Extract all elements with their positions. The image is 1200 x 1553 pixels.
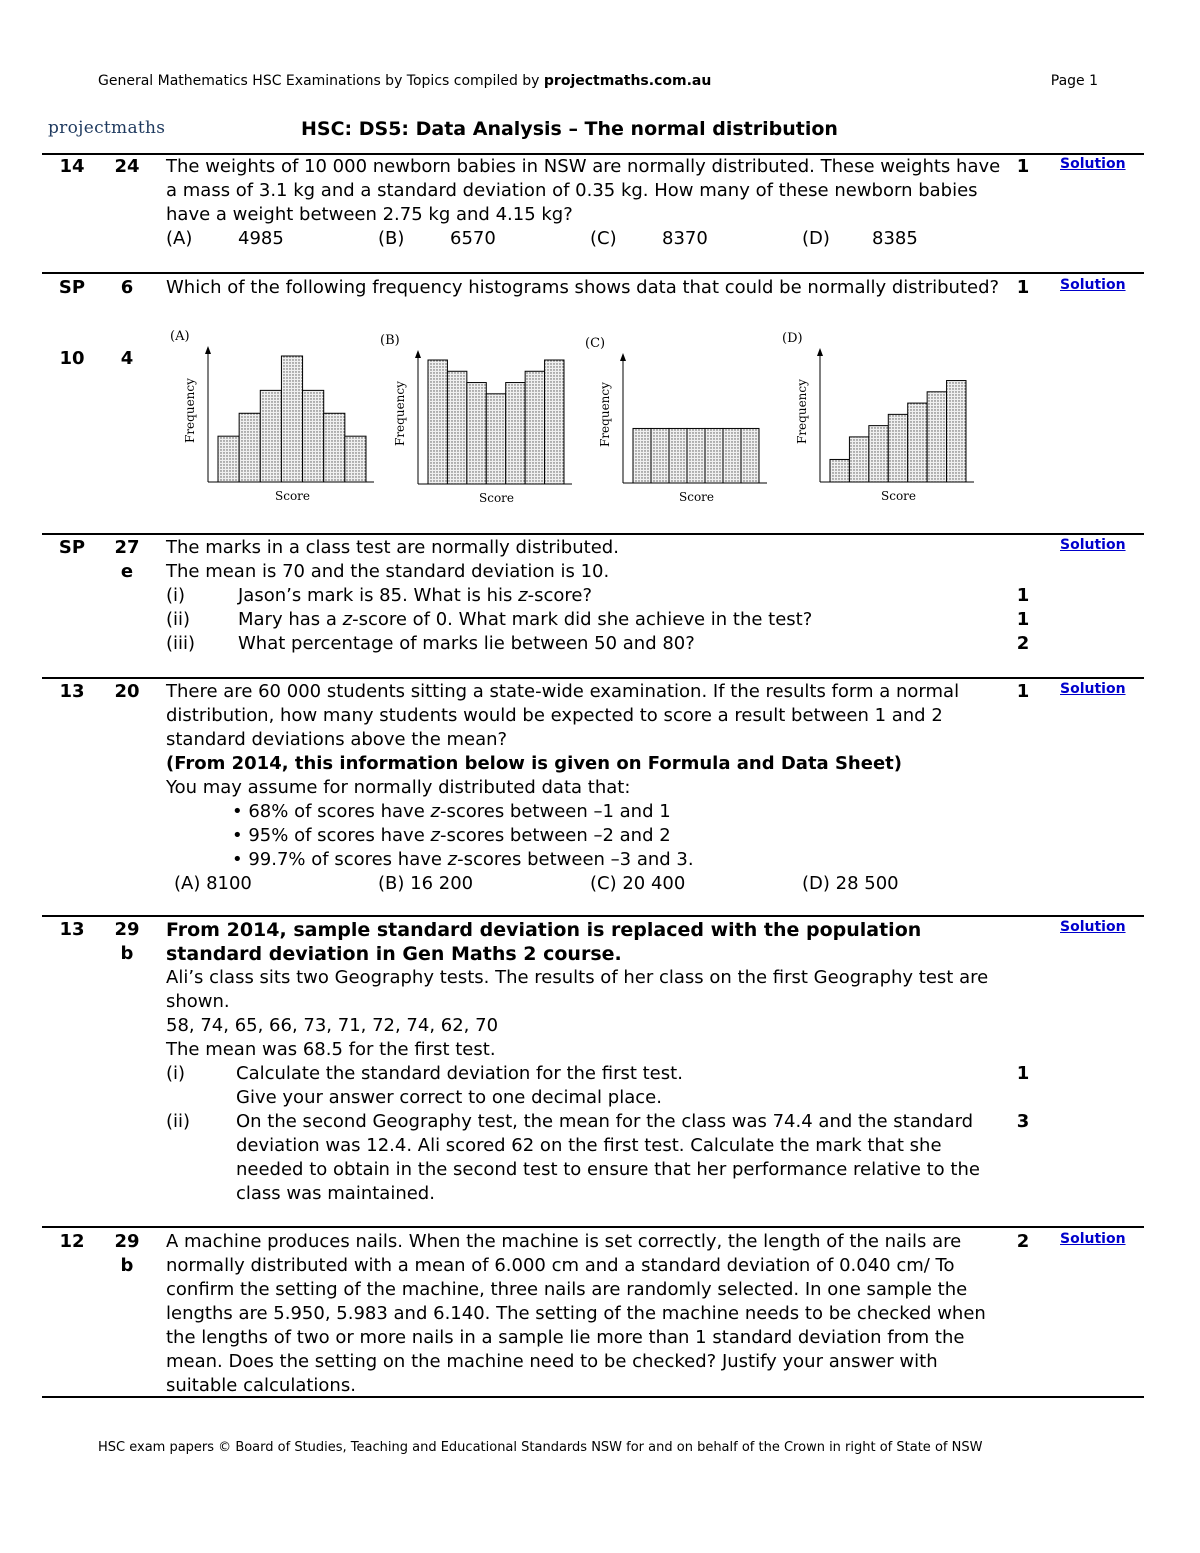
question-number: 29: [114, 1231, 140, 1252]
divider: [42, 915, 1144, 917]
panel-label: (C): [585, 336, 606, 351]
question-body: [166, 536, 1006, 656]
histogram-bar: [830, 459, 849, 482]
histogram-bar: [428, 360, 447, 484]
projectmaths-logo: projectmaths: [48, 118, 166, 138]
solution-link[interactable]: Solution: [1060, 1231, 1126, 1247]
question-year-2: 10: [59, 348, 85, 369]
question-part: e: [120, 561, 134, 582]
histogram-bar: [447, 371, 466, 484]
histogram-bar: [324, 413, 345, 482]
bullet-99-7: • 99.7% of scores have z-scores between –3 and 3.: [232, 849, 694, 870]
x-axis-label: Score: [679, 490, 715, 504]
marks-ii: 3: [1016, 1111, 1030, 1132]
option-a-value: 4985: [238, 228, 284, 249]
question-number: 24: [114, 156, 140, 177]
y-axis-arrow: [415, 350, 421, 358]
panel-label: (D): [782, 331, 803, 346]
y-axis-arrow: [205, 346, 211, 354]
divider: [42, 1396, 1144, 1398]
question-body: [166, 680, 1006, 896]
divider: [42, 677, 1144, 679]
solution-link[interactable]: Solution: [1060, 156, 1126, 172]
panel-label: (B): [380, 333, 400, 348]
page-number: Page 1: [1050, 73, 1098, 89]
histogram-bar: [345, 436, 366, 482]
option-b: (B) 16 200: [378, 873, 474, 894]
x-axis-label: Score: [275, 489, 311, 503]
histogram-bar: [705, 428, 723, 483]
sub-label: (iii): [166, 633, 196, 654]
question-text: Ali’s class sits two Geography tests. The results of her class on the first Geography test are shown.: [166, 967, 989, 1012]
sub-question-iii: [166, 632, 1006, 656]
question-body: [166, 276, 1006, 300]
histogram-bar: [669, 428, 687, 483]
question-text: A machine produces nails. When the machine is set correctly, the length of the nails are normally distributed with a mean of 6.000 cm and a standard deviation of 0.040 cm/ To confirm the setting of the machine, three nails are randomly selected. In one sample the lengths are 5.950, 5.983 and 6.140. The setting of the machine needs to be checked when the lengths of two or more nails in a sample lie more than 1 standard deviation from the mean. Does the setting on the machine need to be checked? Justify your answer with suitable calculations.: [166, 1231, 986, 1396]
sub-text: Mary has a z-score of 0. What mark did she achieve in the test?: [238, 609, 813, 630]
question-year: 14: [59, 156, 85, 177]
y-axis-label: Frequency: [795, 379, 809, 444]
solution-link[interactable]: Solution: [1060, 537, 1126, 553]
solution-link[interactable]: Solution: [1060, 681, 1126, 697]
marks-i: 1: [1016, 1063, 1030, 1084]
course-note: From 2014, sample standard deviation is replaced with the population standard deviation in Gen Maths 2 course.: [166, 919, 922, 965]
histogram-bar: [525, 371, 544, 484]
histogram-a-svg: [160, 326, 382, 510]
solution-link[interactable]: Solution: [1060, 919, 1126, 935]
marks-iii: 2: [1016, 633, 1030, 654]
bullet-95: • 95% of scores have z-scores between –2 and 2: [232, 825, 671, 846]
histogram-bar: [888, 414, 907, 482]
marks: 2: [1016, 1231, 1030, 1252]
question-number: 29: [114, 919, 140, 940]
y-axis-arrow: [817, 348, 823, 356]
option-a: (A) 8100: [174, 873, 252, 894]
histogram-bar: [908, 403, 927, 482]
marks-ii: 1: [1016, 609, 1030, 630]
marks: 1: [1016, 277, 1030, 298]
histogram-bar: [260, 390, 281, 482]
option-a-label: (A): [166, 228, 193, 249]
option-d-label: (D): [802, 228, 830, 249]
y-axis-label: Frequency: [598, 382, 612, 447]
option-d: (D) 28 500: [802, 873, 899, 894]
histogram-bar: [218, 436, 239, 482]
histogram-bar: [723, 428, 741, 483]
histogram-bar: [281, 356, 302, 482]
histogram-bar: [947, 381, 966, 482]
sub-text: On the second Geography test, the mean for the class was 74.4 and the standard deviation was 12.4. Ali scored 62 on the first test. Calculate the mark that she needed to obtain in the second test to ensure that her performance relative to the class was maintained.: [236, 1111, 980, 1204]
option-d-value: 8385: [872, 228, 918, 249]
question-part: b: [120, 1255, 134, 1276]
option-c: (C) 20 400: [590, 873, 686, 894]
option-c-value: 8370: [662, 228, 708, 249]
sub-question-i: [166, 584, 1006, 608]
question-number: 6: [120, 277, 134, 298]
histogram-c-svg: [575, 333, 775, 511]
page-title: HSC: DS5: Data Analysis – The normal distribution: [301, 118, 838, 140]
question-year: SP: [58, 277, 86, 298]
histogram-bar: [239, 413, 260, 482]
histogram-b: [370, 330, 580, 512]
question-body: [166, 1230, 1006, 1398]
solution-link[interactable]: Solution: [1060, 277, 1126, 293]
divider: [42, 272, 1144, 274]
histogram-bar: [467, 383, 486, 484]
histogram-bar: [849, 437, 868, 482]
histogram-d: [772, 328, 982, 510]
sub-label: (i): [166, 1063, 186, 1084]
question-number-2: 4: [120, 348, 134, 369]
histogram-bar: [633, 428, 651, 483]
question-year: SP: [58, 537, 86, 558]
divider: [42, 1226, 1144, 1228]
histogram-bar: [651, 428, 669, 483]
histogram-a: [160, 326, 382, 510]
assumption-text: You may assume for normally distributed data that:: [166, 777, 631, 798]
question-number: 20: [114, 681, 140, 702]
question-year: 13: [59, 919, 85, 940]
sub-label: (ii): [166, 1111, 191, 1132]
header-text: General Mathematics HSC Examinations by Topics compiled by: [98, 73, 544, 89]
question-year: 13: [59, 681, 85, 702]
divider: [42, 533, 1144, 535]
sub-text-2: Give your answer correct to one decimal place.: [236, 1087, 662, 1108]
y-axis-label: Frequency: [393, 381, 407, 446]
question-part: b: [120, 943, 134, 964]
header-site: projectmaths.com.au: [543, 73, 712, 89]
y-axis-arrow: [620, 353, 626, 361]
answer-options: [166, 872, 1006, 896]
x-axis-label: Score: [479, 491, 515, 505]
formula-sheet-note: (From 2014, this information below is given on Formula and Data Sheet): [166, 753, 902, 774]
sub-label: (i): [166, 585, 186, 606]
sub-text: What percentage of marks lie between 50 and 80?: [238, 633, 695, 654]
mean-statement: The mean was 68.5 for the first test.: [166, 1039, 496, 1060]
histogram-bar: [303, 390, 324, 482]
marks: 1: [1016, 156, 1030, 177]
option-b-value: 6570: [450, 228, 496, 249]
question-text: The weights of 10 000 newborn babies in NSW are normally distributed. These weights have a mass of 3.1 kg and a standard deviation of 0.35 kg. How many of these newborn babies have a weight between 2.75 kg and 4.15 kg?: [166, 156, 1001, 225]
histogram-bar: [741, 428, 759, 483]
histogram-b-svg: [370, 330, 580, 512]
marks-i: 1: [1016, 585, 1030, 606]
question-number: 27: [114, 537, 140, 558]
question-text: Which of the following frequency histograms shows data that could be normally distributed?: [166, 277, 1000, 298]
sub-question-i: [166, 1062, 1006, 1110]
option-b-label: (B): [378, 228, 405, 249]
histogram-bar: [687, 428, 705, 483]
test-scores: 58, 74, 65, 66, 73, 71, 72, 74, 62, 70: [166, 1015, 499, 1036]
y-axis-label: Frequency: [183, 378, 197, 443]
question-body: [166, 155, 1006, 251]
histogram-bar: [927, 392, 946, 482]
sub-question-ii: [166, 1110, 1006, 1206]
sub-question-ii: [166, 608, 1006, 632]
panel-label: (A): [170, 329, 190, 344]
page-header: [98, 73, 1098, 89]
histogram-d-svg: [772, 328, 982, 510]
histogram-bar: [506, 383, 525, 484]
question-text: There are 60 000 students sitting a state-wide examination. If the results form a normal distribution, how many students would be expected to score a result between 1 and 2 standard deviations above the mean?: [166, 681, 960, 750]
question-text-line-1: The marks in a class test are normally distributed.: [166, 537, 619, 558]
histogram-bar: [486, 394, 505, 484]
copyright-footer: HSC exam papers © Board of Studies, Teaching and Educational Standards NSW for and on behalf of the Crown in right of State of NSW: [98, 1440, 983, 1455]
question-text-line-2: The mean is 70 and the standard deviation is 10.: [166, 561, 610, 582]
marks: 1: [1016, 681, 1030, 702]
x-axis-label: Score: [881, 489, 917, 503]
sub-text: Jason’s mark is 85. What is his z-score?: [238, 585, 593, 606]
sub-text: Calculate the standard deviation for the first test.: [236, 1063, 683, 1084]
sub-label: (ii): [166, 609, 191, 630]
question-year: 12: [59, 1231, 85, 1252]
bullet-68: • 68% of scores have z-scores between –1 and 1: [232, 801, 671, 822]
question-body: [166, 918, 1006, 1206]
answer-options: [166, 227, 1006, 251]
histogram-c: [575, 333, 775, 511]
option-c-label: (C): [590, 228, 617, 249]
histogram-bar: [869, 426, 888, 482]
histogram-bar: [545, 360, 564, 484]
